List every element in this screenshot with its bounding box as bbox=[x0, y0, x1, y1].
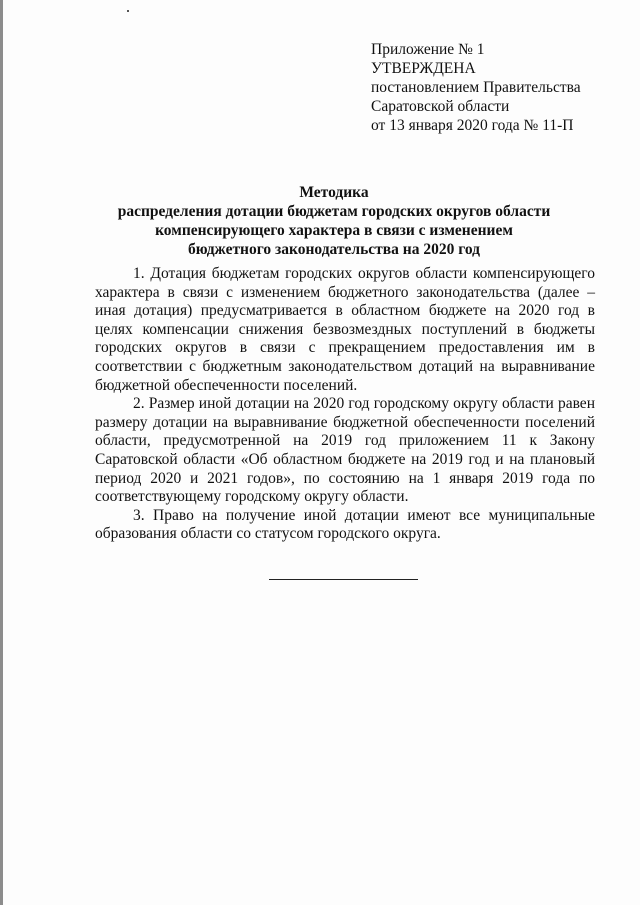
paragraph-2: 2. Размер иной дотации на 2020 год городскому округу области равен размеру дотации на выравнивание бюджетной обеспеченности поселений области, предусмотренной на 2019 год приложением 11 к Закону Саратовской области «Об областном бюджете на 2019 год и на плановый период 2020 и 2021 годов», по состоянию на 1 января 2019 года по соответствующему городскому округу области. bbox=[95, 395, 595, 506]
title-line-3: компенсирующего характера в связи с изменением bbox=[155, 222, 513, 239]
title-line-2: распределения дотации бюджетам городских округов области bbox=[117, 203, 551, 220]
title-line-1: Методика bbox=[299, 184, 369, 201]
closing-rule bbox=[269, 579, 418, 580]
appendix-number: Приложение № 1 bbox=[371, 41, 485, 58]
scan-edge bbox=[0, 0, 3, 905]
approval-line-2: Саратовской области bbox=[371, 98, 510, 115]
approval-line-3: от 13 января 2020 года № 11-П bbox=[371, 117, 574, 134]
title-line-4: бюджетного законодательства на 2020 год bbox=[187, 241, 481, 258]
approved-label: УТВЕРЖДЕНА bbox=[371, 60, 476, 77]
scan-speck bbox=[127, 10, 129, 12]
paragraph-3: 3. Право на получение иной дотации имеют все муниципальные образования области со статусом городского округа. bbox=[95, 506, 595, 543]
document-title bbox=[100, 183, 568, 259]
approval-block bbox=[371, 40, 631, 135]
paragraph-1: 1. Дотация бюджетам городских округов области компенсирующего характера в связи с изменением бюджетного законодательства (далее – иная дотация) предусматривается в областном бюджете на 2020 год в целях компенсации снижения безвозмездных поступлений в бюджеты городских округов в связи с прекращением предоставления им в соответствии с бюджетным законодательством дотаций на выравнивание бюджетной обеспеченности поселений. bbox=[95, 265, 595, 394]
approval-line-1: постановлением Правительства bbox=[371, 79, 581, 96]
document-body bbox=[95, 265, 595, 544]
